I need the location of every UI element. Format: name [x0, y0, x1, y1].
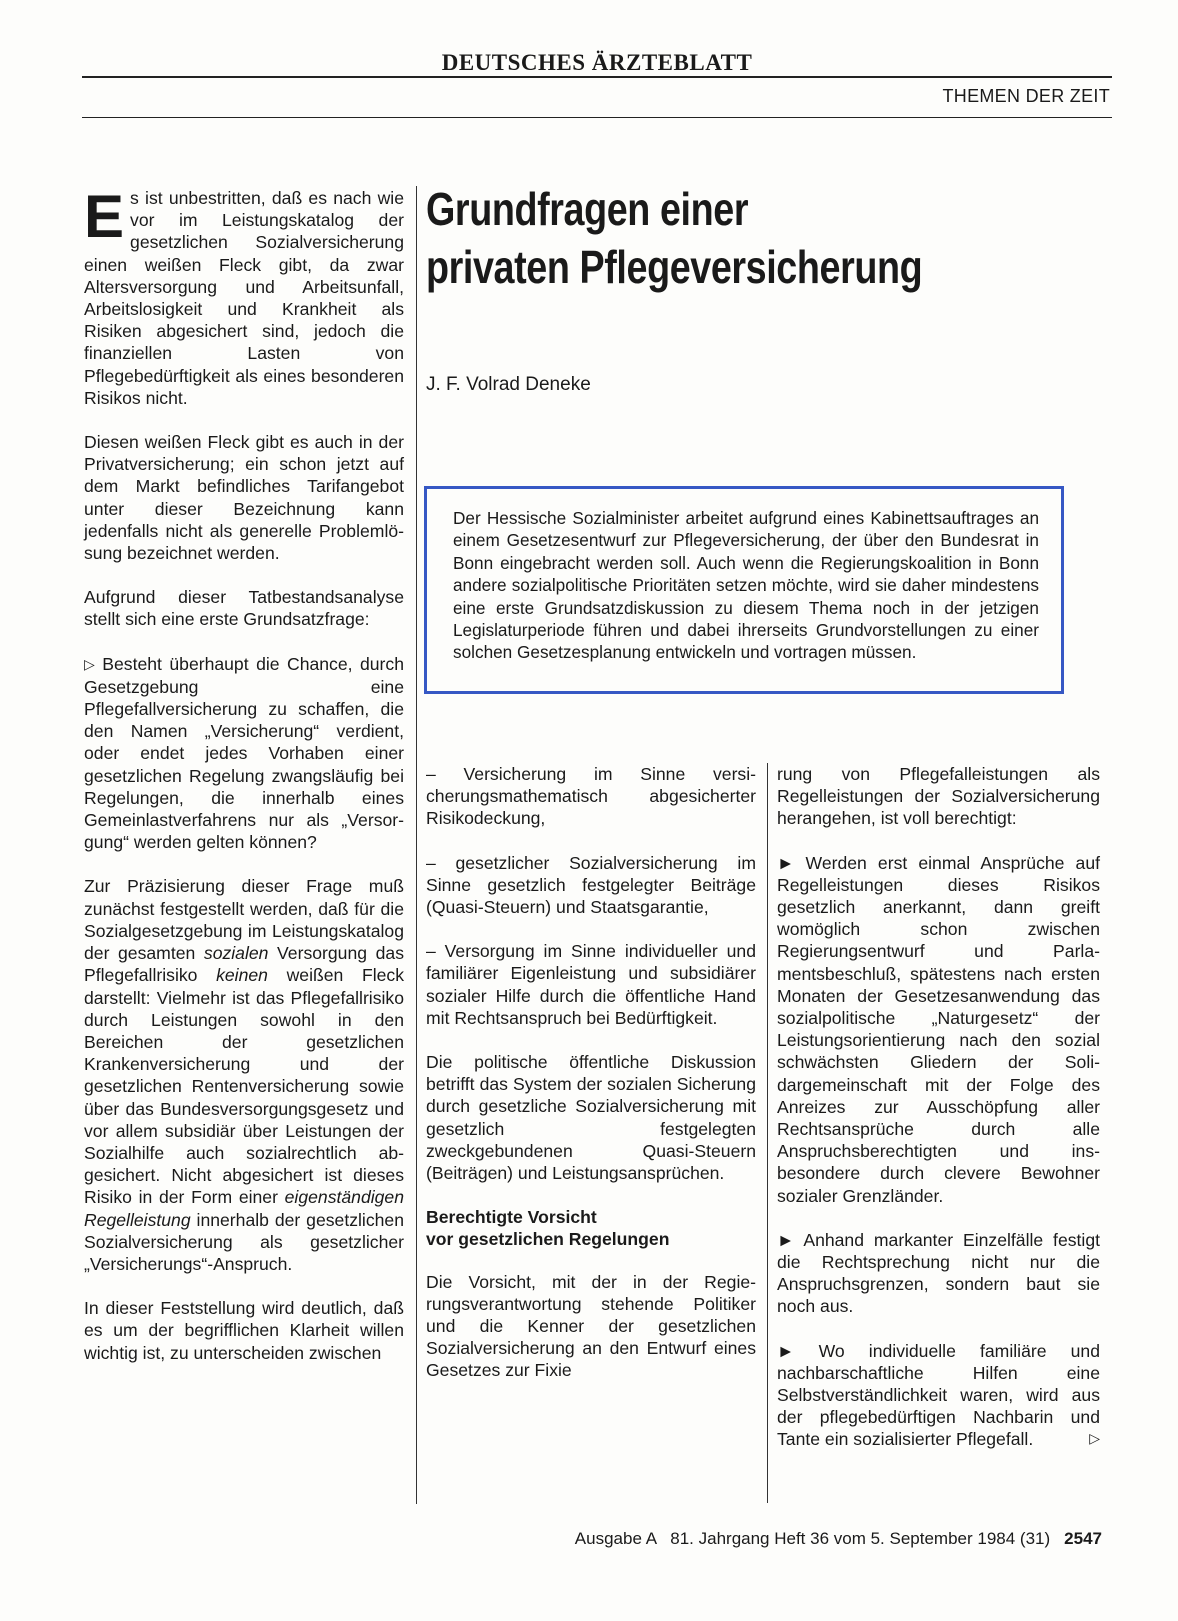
- section-rule: [82, 117, 1112, 118]
- paragraph: [777, 1340, 1100, 1451]
- section-label: THEMEN DER ZEIT: [942, 86, 1110, 106]
- masthead-rule: [82, 76, 1112, 78]
- drop-cap: E: [84, 183, 125, 250]
- column-divider: [767, 763, 768, 1503]
- subheading: [426, 1206, 756, 1250]
- column-divider: [416, 186, 417, 1504]
- paragraph: rung von Pflegefalleistungen als Regelleistungen der Sozialversicherung herangehen, ist voll berechtigt:: [777, 764, 1100, 829]
- paragraph-text: Werden erst einmal Ansprüche auf Regelleistungen dieses Risikos gesetzlich anerkannt, dann greift womöglich schon zwischen Regierungsentwurf und Parlamentsbeschluß, spätestens nach ersten Monaten der Gesetzesanwendung das sozialpolitische „Naturgesetz“ der Leistungsorientierung nach den sozial schwächsten Gliedern der Solidargemeinschaft mit der Folge des Anreizes zur Ausschöpfung aller Rechtsansprüche durch alle Anspruchsberechtigten und insbesondere durch clevere Bewohner sozialer Grenzländer.: [777, 852, 1100, 1206]
- article-title: [426, 180, 984, 296]
- paragraph: Aufgrund dieser Tatbestandsanalyse stellt sich eine erste Grundsatzfrage:: [84, 587, 404, 630]
- paragraph: Die Vorsicht, mit der in der Regierungsverantwortung stehende Politiker und die Kenner der gesetzlichen Sozialversicherung an den Entwurf eines Gesetzes zur Fixie: [426, 1271, 756, 1381]
- paragraph: [84, 875, 404, 1275]
- bullet-icon: ►: [777, 1229, 795, 1250]
- paragraph-text: innerhalb der gesetzlichen Sozialversicherung als gesetzlicher „Versicherungs“-Anspruch.: [84, 1209, 404, 1274]
- paragraph: [777, 1229, 1100, 1318]
- paragraph-text: weißen Fleck darstellt: Vielmehr ist das Pflegefallrisiko durch Leistungen sowohl in den Bereichen der gesetzlichen Krankenversicherung und der gesetzlichen Rentenversicherung sowie über das Bundesversorgungsgesetz und vor allem subsidiär über Leistungen der Sozialhilfe auch sozialrechtlich abgesichert. Nicht abgesichert ist dieses Risiko in der Form einer: [84, 965, 405, 1208]
- paragraph: [777, 852, 1100, 1207]
- paragraph: Die politische öffentliche Diskussion betrifft das System der sozialen Sicherung durch gesetzliche Sozialversicherung mit gesetzlich festgelegten zweckgebundenen Quasi-Steuern (Beiträgen) und Leistungsansprüchen.: [426, 1052, 756, 1184]
- paragraph: In dieser Feststellung wird deutlich, daß es um der begrifflichen Klarheit willen wichtig ist, zu unterscheiden zwischen: [84, 1298, 404, 1363]
- list-item: – gesetzlicher Sozialversicherung im Sinne gesetzlich festgelegter Beiträge (Quasi-Steuern) und Staatsgarantie,: [426, 852, 756, 918]
- list-item: – Versicherung im Sinne versicherungsmathematisch abgesicherter Risikodeckung,: [426, 764, 756, 829]
- emphasis: keinen: [216, 965, 268, 986]
- bullet-icon: ►: [777, 852, 795, 873]
- emphasis: sozialen: [203, 943, 269, 964]
- page-number: 2547: [1064, 1529, 1102, 1548]
- issue-info: Ausgabe A 81. Jahrgang Heft 36 vom 5. September 1984 (31): [574, 1529, 1051, 1548]
- emphasis: eigenständigen Regelleistung: [84, 1187, 404, 1230]
- title-line: Grundfragen einer: [426, 183, 749, 235]
- paragraph: [84, 653, 404, 854]
- author-byline: J. F. Volrad Deneke: [426, 374, 591, 395]
- column-3: [777, 763, 1100, 1473]
- column-1: [84, 183, 405, 1386]
- subheading-line: Berechtigte Vorsicht: [426, 1207, 597, 1228]
- intro-text: Der Hessische Sozialminister arbeitet aufgrund eines Kabinettsauftrages an einem Gesetzesentwurf zur Pflegeversicherung, der über den Bundesrat in Bonn eingebracht werden soll. Auch wenn die Regierungskoalition in Bonn andere sozialpolitische Prioritäten setzen möchte, wird sie daher mindestens eine erste Grundsatzdiskussion zu diesem Thema noch in der jetzigen Legislaturperiode führen und dabei ihrerseits Grundvorstellungen zu einer solchen Gesetzesplanung entwickeln und vortragen müssen.: [453, 508, 1039, 663]
- paragraph-text: Wo individuelle familiäre und nachbarschaftliche Hilfen eine Selbstverständlichkeit waren, wird aus der pflegebedürftigen Nachbarin und Tante ein sozialisierter Pflegefall.: [777, 1340, 1100, 1450]
- column-2: [426, 763, 756, 1404]
- bullet-icon: ►: [777, 1340, 795, 1361]
- paragraph: Diesen weißen Fleck gibt es auch in der Privatversicherung; ein schon jetzt auf dem Markt befindliches Tarifangebot unter dieser Bezeichnung kann jedenfalls nicht als generelle Problemlösung bezeichnet werden.: [84, 432, 404, 564]
- paragraph-text: Besteht überhaupt die Chance, durch Gesetzgebung eine Pflegefallversicherung zu schaffen, die den Namen „Versicherung“ verdient, oder endet jedes Vorhaben einer gesetzlichen Regelung zwangsläufig bei Regelungen, die innerhalb eines Gemeinlastverfahrens nur als „Versorgung“ werden gelten können?: [84, 653, 404, 853]
- paragraph-text: Versorgung das Pflegefallrisiko: [84, 943, 404, 986]
- list-item: – Versorgung im Sinne individueller und familiärer Eigenleistung und subsidiärer sozialer Hilfe durch die öffentliche Hand mit Rechtsanspruch bei Bedürftigkeit.: [426, 941, 756, 1028]
- subheading-line: vor gesetzlichen Regelungen: [426, 1229, 670, 1250]
- paragraph-text: s ist unbestritten, daß es nach wie vor im Leistungskatalog der gesetzlichen Sozialversicherung einen weißen Fleck gibt, da zwar Altersversorgung und Arbeitsunfall, Arbeitslosigkeit und Krankheit als Risiken abgesichert sind, jedoch die finanziellen Lasten von Pflegebedürftigkeit als eines besonderen Risikos nicht.: [84, 188, 404, 408]
- intro-box: [424, 486, 1064, 694]
- triangle-marker-icon: ▷: [84, 655, 95, 672]
- paragraph: [84, 183, 404, 409]
- paragraph-text: Zur Präzisierung dieser Frage muß zunächst festgestellt werden, daß für die Sozialgesetzgebung im Leistungskatalog der gesamten: [84, 876, 404, 964]
- title-line: privaten Pflegeversicherung: [426, 241, 923, 293]
- paragraph-text: Anhand markanter Einzelfälle festigt die Rechtsprechung nicht nur die Anspruchsgrenzen, sondern baut sie noch aus.: [777, 1229, 1100, 1317]
- masthead: DEUTSCHES ÄRZTEBLATT: [441, 50, 753, 75]
- page-footer: [575, 1529, 1102, 1549]
- continue-triangle-icon: ▷: [1089, 1430, 1100, 1447]
